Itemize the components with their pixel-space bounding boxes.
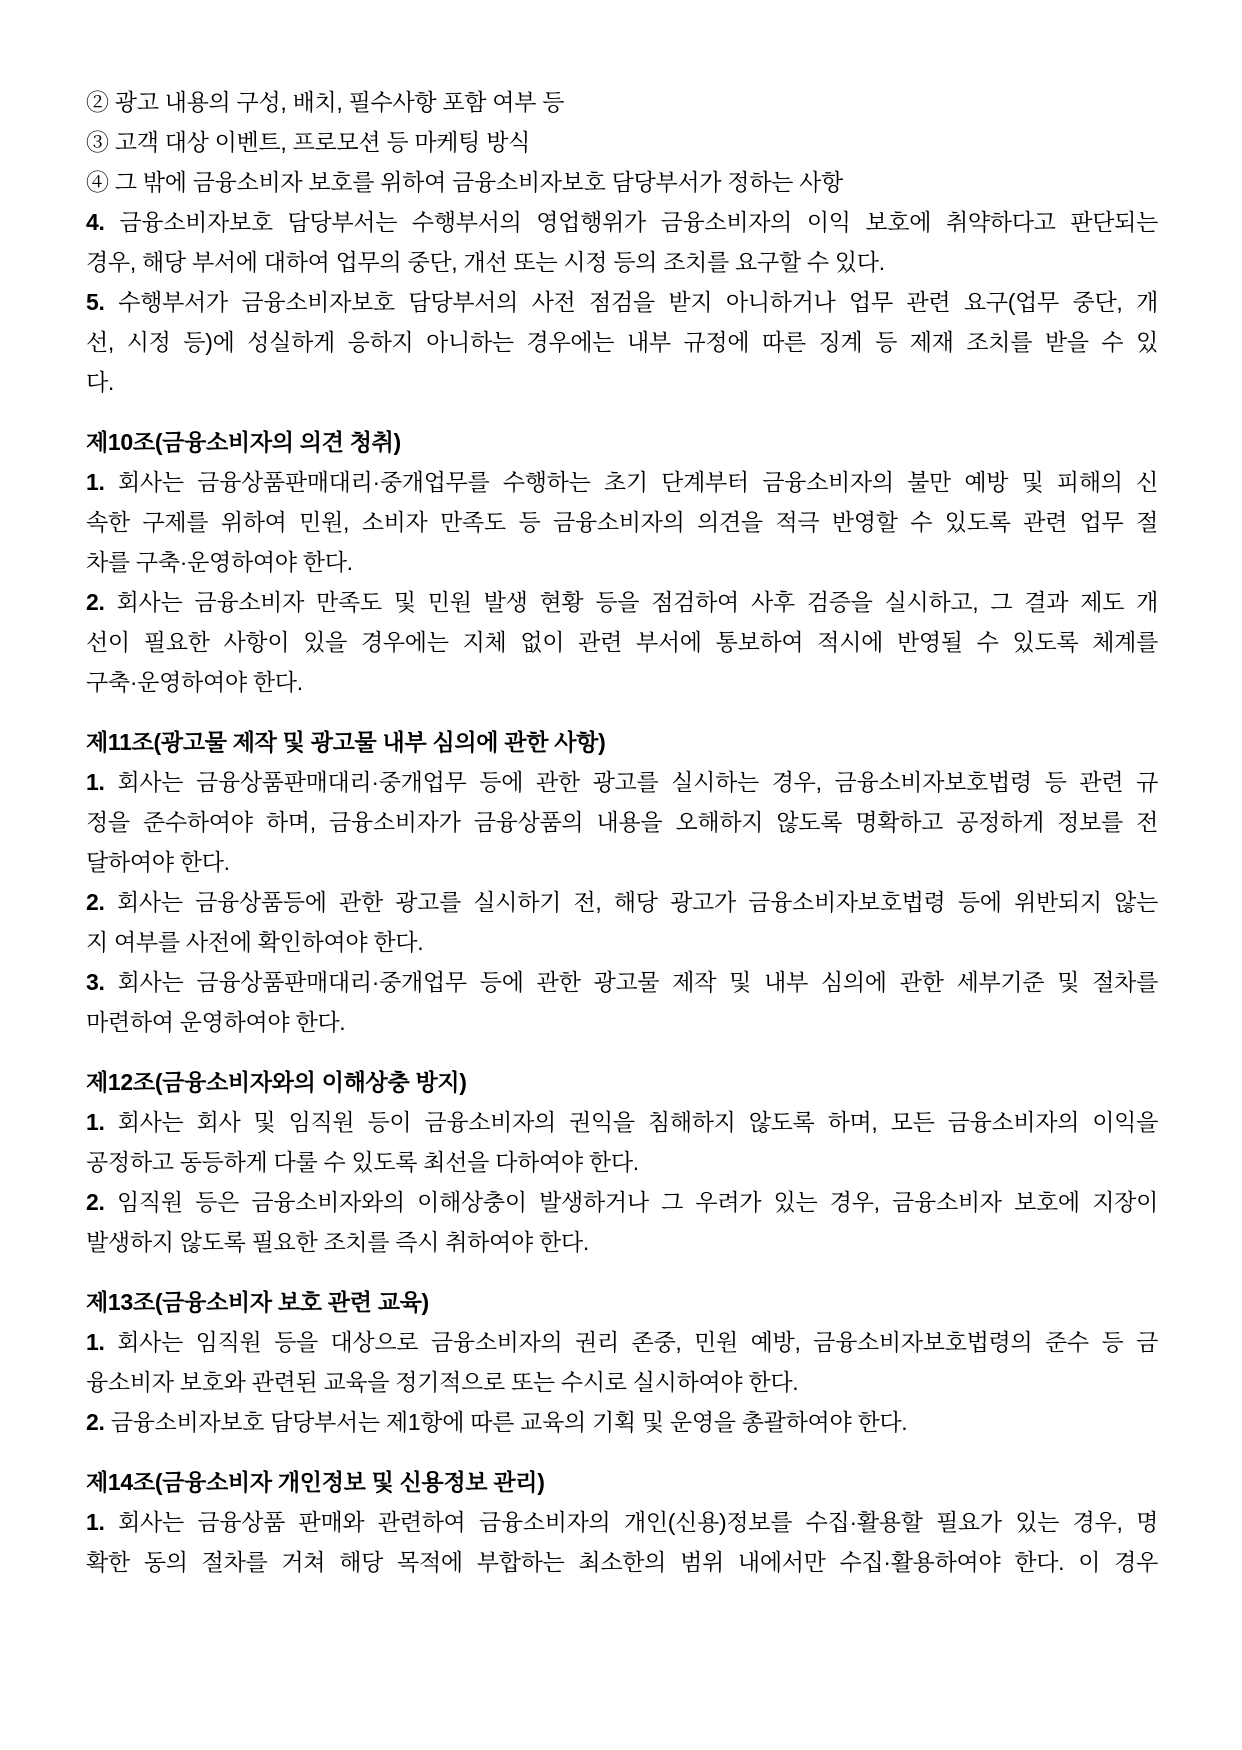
text-line: 마련하여 운영하여야 한다. xyxy=(86,1009,346,1035)
paragraph xyxy=(86,1502,1158,1582)
line-text: 금융소비자보호 담당부서는 수행부서의 영업행위가 금융소비자의 이익 보호에 취약하다고 판단되는 xyxy=(119,209,1158,235)
article-heading: 제12조(금융소비자와의 이해상충 방지) xyxy=(86,1069,467,1095)
text-line xyxy=(86,582,1158,622)
text-line xyxy=(86,1182,1158,1222)
text-line xyxy=(86,1402,1158,1442)
item-number: 2. xyxy=(86,1409,105,1435)
line-text: 금융소비자보호 담당부서는 제1항에 따른 교육의 기획 및 운영을 총괄하여야 한다. xyxy=(110,1409,908,1435)
line-text: 회사는 금융상품판매대리·중개업무를 수행하는 초기 단계부터 금융소비자의 불만 예방 및 피해의 신 xyxy=(118,469,1158,495)
line-text: 회사는 금융상품등에 관한 광고를 실시하기 전, 해당 광고가 금융소비자보호법령 등에 위반되지 않는 xyxy=(116,889,1158,915)
item-number: 2. xyxy=(86,589,105,615)
item-number: 1. xyxy=(86,1329,105,1355)
item-number: 1. xyxy=(86,1509,105,1535)
line-text: 회사는 금융소비자 만족도 및 민원 발생 현황 등을 점검하여 사후 검증을 실시하고, 그 결과 제도 개 xyxy=(116,589,1159,615)
text-line: 선, 시정 등)에 성실하게 응하지 아니하는 경우에는 내부 규정에 따른 징계 등 제재 조치를 받을 수 있 xyxy=(86,329,1158,355)
paragraph xyxy=(86,202,1158,282)
text-line: 확한 동의 절차를 거쳐 해당 목적에 부합하는 최소한의 범위 내에서만 수집·활용하여야 한다. 이 경우 xyxy=(86,1549,1158,1575)
text-line: 선이 필요한 사항이 있을 경우에는 지체 없이 관련 부서에 통보하여 적시에 반영될 수 있도록 체계를 xyxy=(86,629,1158,655)
paragraph xyxy=(86,1322,1158,1402)
text-line xyxy=(86,1322,1158,1362)
paragraph xyxy=(86,962,1158,1042)
item-number: 2. xyxy=(86,1189,105,1215)
text-line: 발생하지 않도록 필요한 조치를 즉시 취하여야 한다. xyxy=(86,1229,589,1255)
text-line: ② 광고 내용의 구성, 배치, 필수사항 포함 여부 등 xyxy=(86,89,565,115)
paragraph xyxy=(86,462,1158,582)
article-heading: 제14조(금융소비자 개인정보 및 신용정보 관리) xyxy=(86,1469,545,1495)
document-body xyxy=(86,82,1158,1582)
text-line: 공정하고 동등하게 다룰 수 있도록 최선을 다하여야 한다. xyxy=(86,1149,639,1175)
paragraph xyxy=(86,282,1158,402)
paragraph xyxy=(86,1182,1158,1262)
text-line: 지 여부를 사전에 확인하여야 한다. xyxy=(86,929,424,955)
paragraph xyxy=(86,82,1158,122)
text-line: ③ 고객 대상 이벤트, 프로모션 등 마케팅 방식 xyxy=(86,129,531,155)
article-heading: 제11조(광고물 제작 및 광고물 내부 심의에 관한 사항) xyxy=(86,729,606,755)
line-text: 회사는 금융상품판매대리·중개업무 등에 관한 광고물 제작 및 내부 심의에 관한 세부기준 및 절차를 xyxy=(117,969,1158,995)
text-line xyxy=(86,762,1158,802)
text-line: 융소비자 보호와 관련된 교육을 정기적으로 또는 수시로 실시하여야 한다. xyxy=(86,1369,799,1395)
item-number: 4. xyxy=(86,209,105,235)
line-text: 수행부서가 금융소비자보호 담당부서의 사전 점검을 받지 아니하거나 업무 관련 요구(업무 중단, 개 xyxy=(118,289,1158,315)
text-line: 달하여야 한다. xyxy=(86,849,230,875)
paragraph xyxy=(86,582,1158,702)
text-line xyxy=(86,282,1158,322)
item-number: 1. xyxy=(86,769,105,795)
item-number: 1. xyxy=(86,469,105,495)
text-line: 구축·운영하여야 한다. xyxy=(86,669,303,695)
paragraph xyxy=(86,1102,1158,1182)
text-line xyxy=(86,1102,1158,1142)
item-number: 5. xyxy=(86,289,105,315)
paragraph xyxy=(86,122,1158,162)
line-text: 회사는 금융상품 판매와 관련하여 금융소비자의 개인(신용)정보를 수집·활용할 필요가 있는 경우, 명 xyxy=(118,1509,1159,1535)
paragraph xyxy=(86,1402,1158,1442)
text-line: 경우, 해당 부서에 대하여 업무의 중단, 개선 또는 시정 등의 조치를 요구할 수 있다. xyxy=(86,249,885,275)
text-line: 차를 구축·운영하여야 한다. xyxy=(86,549,353,575)
text-line: 정을 준수하여야 하며, 금융소비자가 금융상품의 내용을 오해하지 않도록 명확하고 공정하게 정보를 전 xyxy=(86,809,1158,835)
text-line xyxy=(86,202,1158,242)
paragraph xyxy=(86,762,1158,882)
text-line xyxy=(86,962,1158,1002)
item-number: 3. xyxy=(86,969,105,995)
item-number: 1. xyxy=(86,1109,105,1135)
article-heading: 제10조(금융소비자의 의견 청취) xyxy=(86,429,401,455)
line-text: 회사는 금융상품판매대리·중개업무 등에 관한 광고를 실시하는 경우, 금융소비자보호법령 등 관련 규 xyxy=(117,769,1158,795)
line-text: 회사는 임직원 등을 대상으로 금융소비자의 권리 존중, 민원 예방, 금융소비자보호법령의 준수 등 금 xyxy=(117,1329,1158,1355)
text-line xyxy=(86,1502,1158,1542)
text-line xyxy=(86,462,1158,502)
paragraph xyxy=(86,882,1158,962)
article-heading: 제13조(금융소비자 보호 관련 교육) xyxy=(86,1289,429,1315)
text-line xyxy=(86,882,1158,922)
line-text: 회사는 회사 및 임직원 등이 금융소비자의 권익을 침해하지 않도록 하며, 모든 금융소비자의 이익을 xyxy=(117,1109,1158,1135)
line-text: 임직원 등은 금융소비자와의 이해상충이 발생하거나 그 우려가 있는 경우, 금융소비자 보호에 지장이 xyxy=(116,1189,1158,1215)
item-number: 2. xyxy=(86,889,105,915)
text-line: 다. xyxy=(86,369,115,395)
text-line: 속한 구제를 위하여 민원, 소비자 만족도 등 금융소비자의 의견을 적극 반영할 수 있도록 관련 업무 절 xyxy=(86,509,1158,535)
paragraph xyxy=(86,162,1158,202)
text-line: ④ 그 밖에 금융소비자 보호를 위하여 금융소비자보호 담당부서가 정하는 사항 xyxy=(86,169,843,195)
